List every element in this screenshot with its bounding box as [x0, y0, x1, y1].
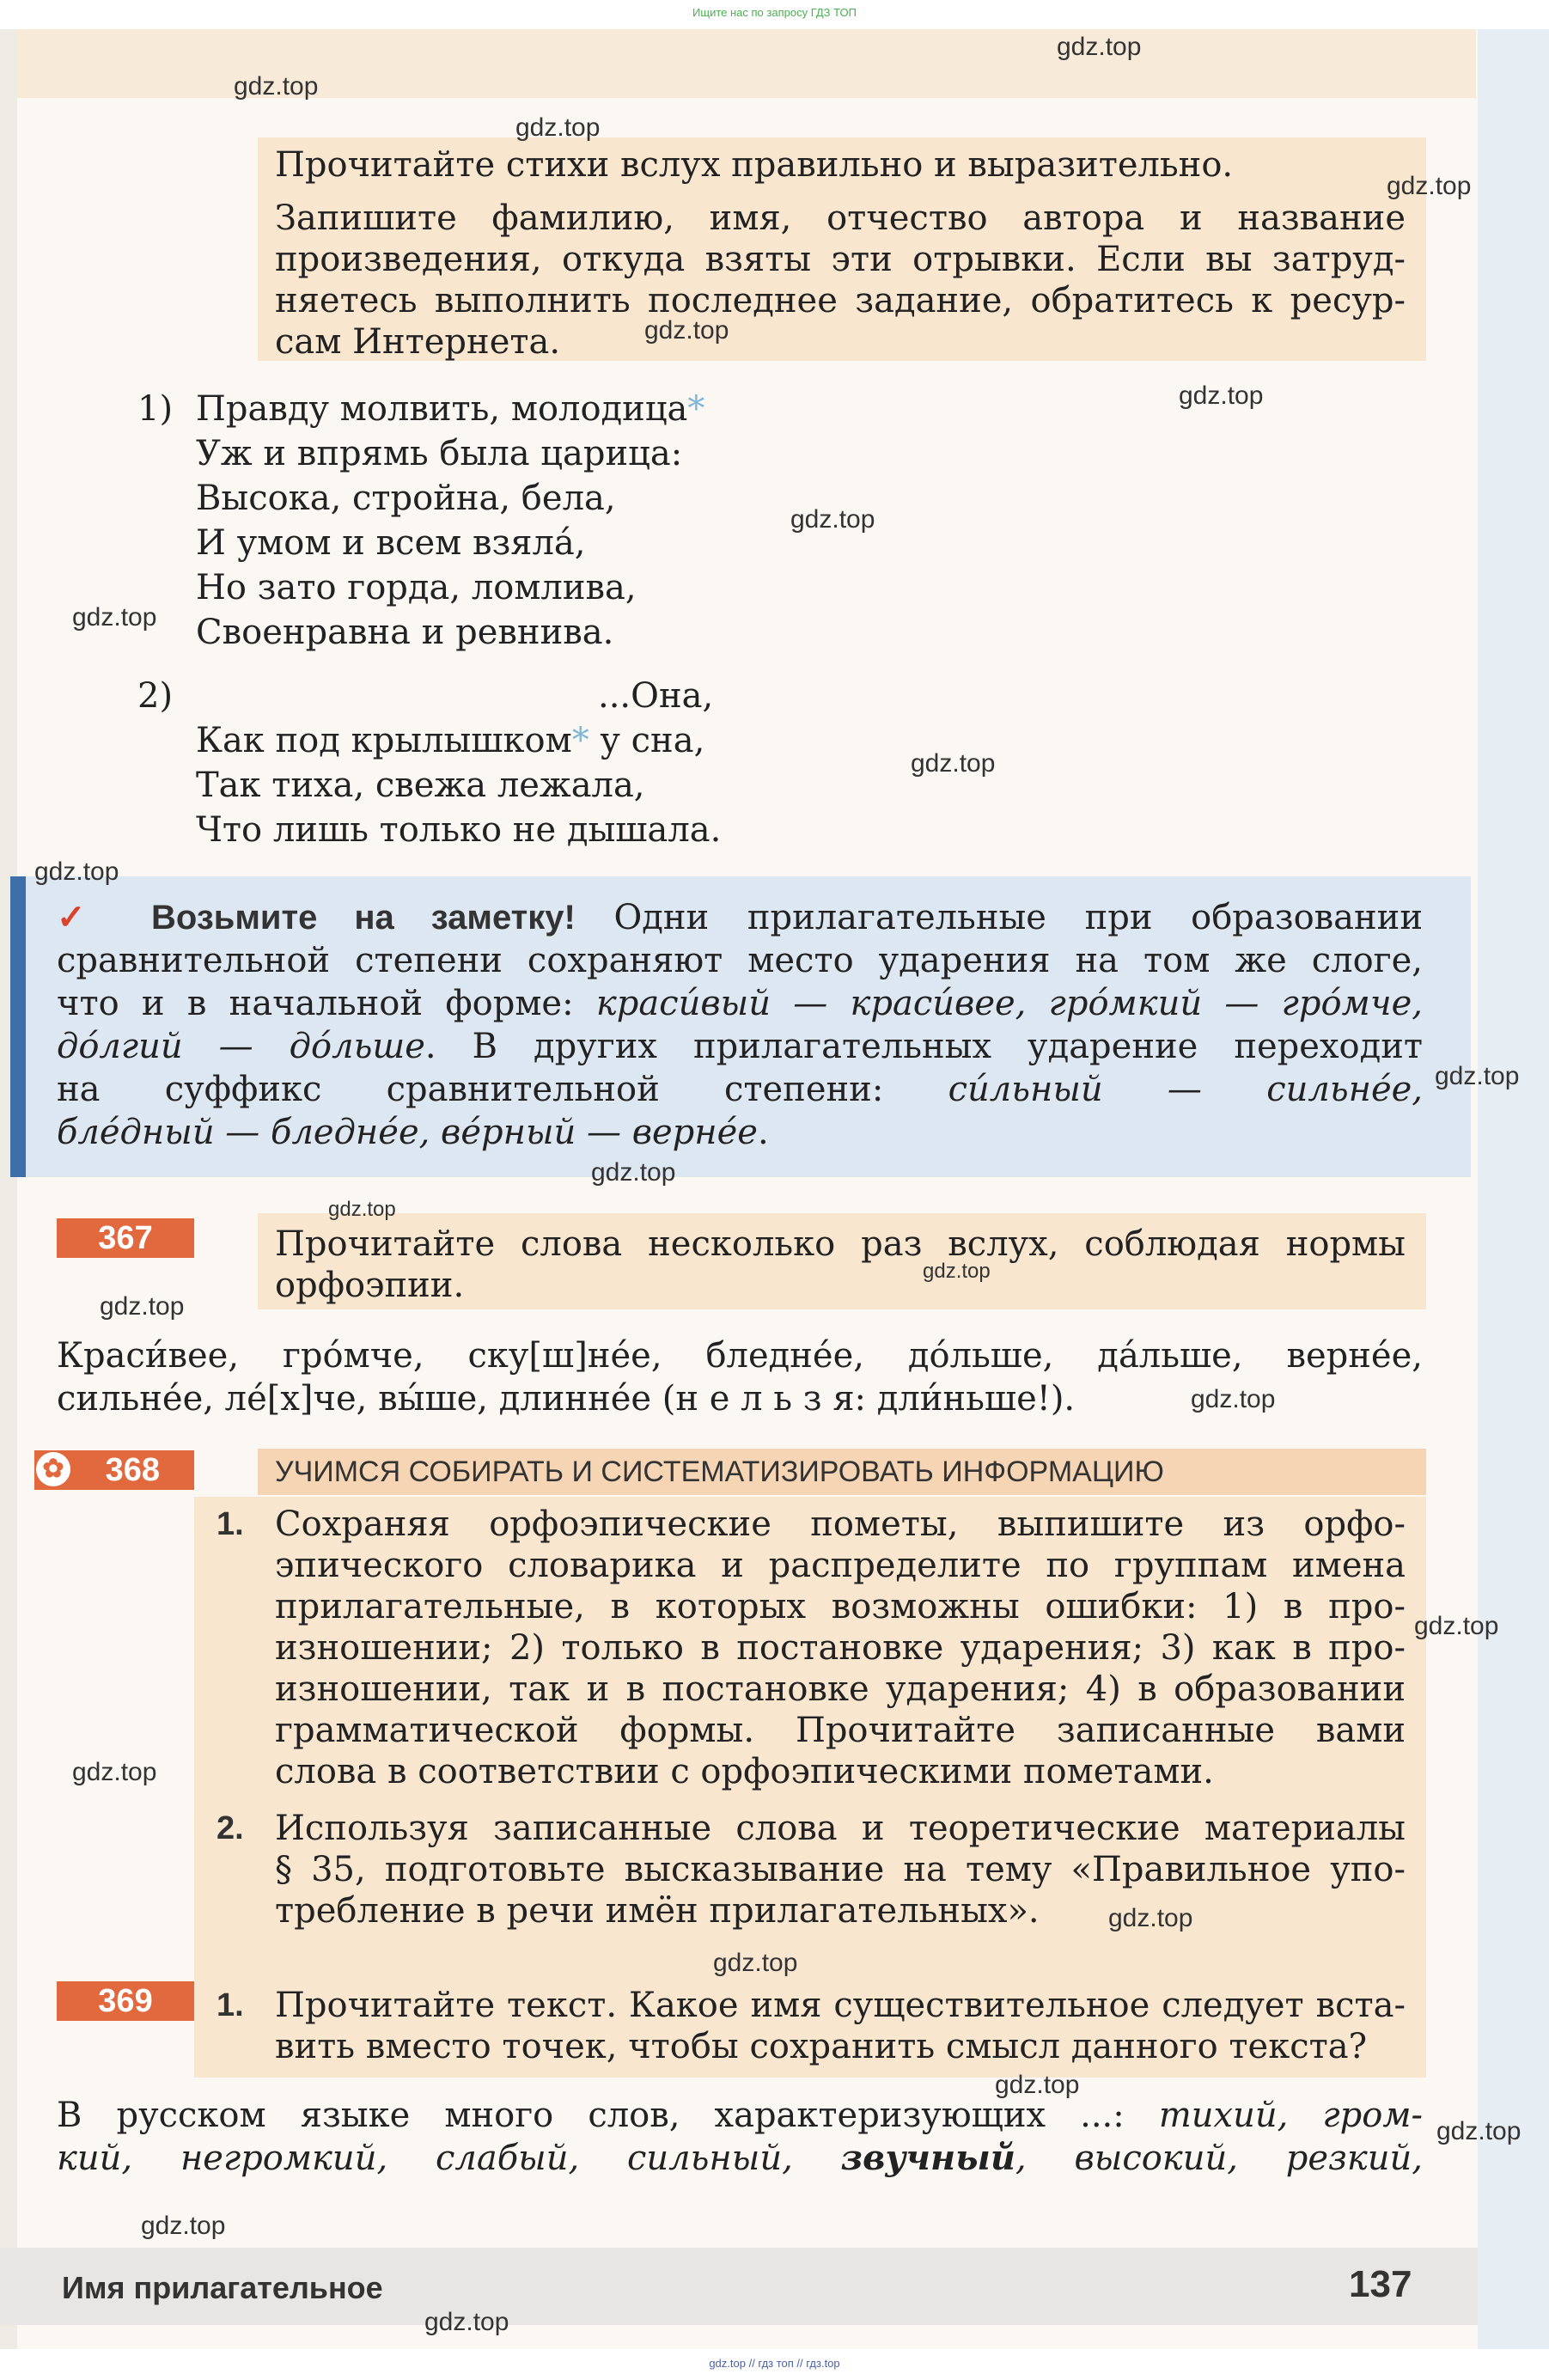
poem2-line-3: Так тиха, свежа лежала,	[196, 766, 645, 805]
ex368-header: УЧИМСЯ СОБИРАТЬ И СИСТЕМАТИЗИРОВАТЬ ИНФОРМАЦИЮ	[275, 1455, 1164, 1488]
poem1-line-1: Правду молвить, молодица*	[196, 389, 705, 429]
ex368-item2-line-2: § 35, подготовьте высказывание на тему «Правильное упо-	[275, 1850, 1406, 1889]
note-line-2: сравнительной степени сохраняют место ударения на том же слоге,	[57, 941, 1423, 980]
note-heading: Возьмите на заметку!	[151, 899, 576, 937]
ex369-number: 369	[57, 1981, 194, 2021]
watermark: gdz.top	[713, 1949, 798, 1977]
poem1-line-5: Но зато горда, ломлива,	[196, 568, 637, 607]
watermark: gdz.top	[1436, 2117, 1522, 2145]
watermark: gdz.top	[141, 2212, 226, 2240]
page-number: 137	[1349, 2263, 1412, 2305]
watermark: gdz.top	[1435, 1062, 1520, 1090]
intro-line-4: няетесь выполнить последнее задание, обратитесь к ресур-	[275, 281, 1406, 320]
ex369-task-line-1: Прочитайте текст. Какое имя существительное следует вста-	[275, 1986, 1406, 2025]
ex368-item1-line-2: эпического словарика и распределите по группам имена	[275, 1546, 1406, 1585]
ex368-item2-line-1: Используя записанные слова и теоретические материалы	[275, 1809, 1406, 1848]
check-icon: ✓	[57, 899, 113, 937]
asterisk-icon: *	[687, 389, 705, 429]
poem2-line-4: Что лишь только не дышала.	[196, 810, 722, 850]
watermark: gdz.top	[790, 505, 875, 534]
watermark: gdz.top	[234, 72, 319, 101]
ex368-number: ✿ 368	[34, 1450, 194, 1490]
intro-line-2: Запишите фамилию, имя, отчество автора и название	[275, 198, 1406, 238]
ex367-task-line-2: орфоэпии.	[275, 1266, 465, 1305]
watermark: gdz.top	[328, 1198, 396, 1221]
ex368-item2-line-3: требление в речи имён прилагательных».	[275, 1891, 1040, 1931]
ex368-item1-line-1: Сохраняя орфоэпические пометы, выпишите из орфо-	[275, 1504, 1406, 1544]
note-line-1: ✓ Возьмите на заметку! Одни прилагательные при образовании	[57, 898, 1424, 937]
right-margin	[1478, 29, 1549, 2349]
ex367-words-line-1: Краси́вее, гро́мче, ску[ш]не́е, бледне́е, до́льше, да́льше, верне́е,	[57, 1336, 1423, 1376]
watermark: gdz.top	[644, 316, 729, 345]
watermark: gdz.top	[591, 1158, 676, 1187]
ex368-item1-line-4: изношении; 2) только в постановке ударения; 3) как в про-	[275, 1628, 1406, 1668]
poem1-number: 1)	[137, 389, 174, 429]
poem1-line-3: Высока, стройна, бела,	[196, 479, 616, 518]
watermark: gdz.top	[72, 603, 157, 632]
watermark: gdz.top	[911, 749, 996, 778]
section-title: Имя прилагательное	[62, 2270, 383, 2305]
watermark: gdz.top	[1108, 1904, 1193, 1932]
watermark: gdz.top	[923, 1260, 991, 1283]
note-bar	[10, 876, 26, 1177]
poem2-line-1: ...Она,	[598, 676, 714, 716]
ex367-number: 367	[57, 1218, 194, 1258]
poem1-line-4: И умом и всем взяла́,	[196, 523, 586, 563]
note-line-6: бле́дный — бледне́е, ве́рный — верне́е.	[57, 1113, 769, 1152]
intro-line-1: Прочитайте стихи вслух правильно и выразительно.	[275, 145, 1234, 185]
watermark: gdz.top	[1387, 172, 1472, 200]
note-line-3: что и в начальной форме: краси́вый — краси́вее, гро́мкий — гро́мче,	[57, 984, 1424, 1023]
ex368-item1-line-5: изношении, так и в постановке ударения; 4) в образовании	[275, 1669, 1406, 1709]
ex367-task-line-1: Прочитайте слова несколько раз вслух, соблюдая нормы	[275, 1224, 1406, 1264]
watermark: gdz.top	[72, 1758, 157, 1786]
watermark: gdz.top	[1191, 1385, 1276, 1413]
intro-line-3: произведения, откуда взяты эти отрывки. Если вы затруд-	[275, 240, 1406, 279]
poem2-number: 2)	[137, 676, 174, 716]
ex368-item1-line-6: грамматической формы. Прочитайте записанные вами	[275, 1711, 1406, 1750]
watermark: gdz.top	[1179, 381, 1264, 410]
intro-line-5: сам Интернета.	[275, 322, 561, 362]
ex369-text-line-1: В русском языке много слов, характеризующих ...: тихий, гром-	[57, 2096, 1423, 2135]
left-margin	[0, 29, 17, 2349]
bottom-note: gdz.top // гдз топ // гдз.top	[709, 2357, 840, 2370]
ex369-task-line-2: вить вместо точек, чтобы сохранить смысл данного текста?	[275, 2027, 1368, 2066]
ex368-item1-number: 1.	[216, 1506, 244, 1542]
poem2-line-2: Как под крылышком* у сна,	[196, 721, 705, 760]
poem1-line-6: Своенравна и ревнива.	[196, 613, 614, 652]
watermark: gdz.top	[1057, 33, 1142, 61]
watermark: gdz.top	[34, 857, 119, 886]
note-line-4: до́лгий — до́льше. В других прилагательных ударение переходит	[57, 1027, 1423, 1066]
ex368-item2-number: 2.	[216, 1810, 244, 1846]
watermark: gdz.top	[995, 2071, 1080, 2099]
note-line-5: на суффикс сравнительной степени: си́льный — сильне́е,	[57, 1070, 1424, 1109]
watermark: gdz.top	[1414, 1612, 1499, 1640]
watermark: gdz.top	[100, 1292, 185, 1321]
poem1-line-2: Уж и впрямь была царица:	[196, 434, 683, 473]
ex369-item1-number: 1.	[216, 1987, 244, 2023]
flower-icon: ✿	[36, 1452, 70, 1486]
watermark: gdz.top	[515, 113, 601, 142]
ex369-text-line-2: кий, негромкий, слабый, сильный, звучный, высокий, резкий,	[57, 2138, 1423, 2178]
ex368-item1-line-7: слова в соответствии с орфоэпическими пометами.	[275, 1752, 1214, 1791]
watermark: gdz.top	[424, 2308, 509, 2336]
ex367-words-line-2: сильне́е, ле́[х]че, вы́ше, длинне́е (н е л ь з я: дли́ньше!).	[57, 1379, 1076, 1419]
top-note: Ищите нас по запросу ГДЗ ТОП	[692, 6, 857, 19]
ex368-item1-line-3: прилагательные, в которых возможны ошибки: 1) в про-	[275, 1587, 1406, 1626]
asterisk-icon: *	[571, 721, 589, 760]
